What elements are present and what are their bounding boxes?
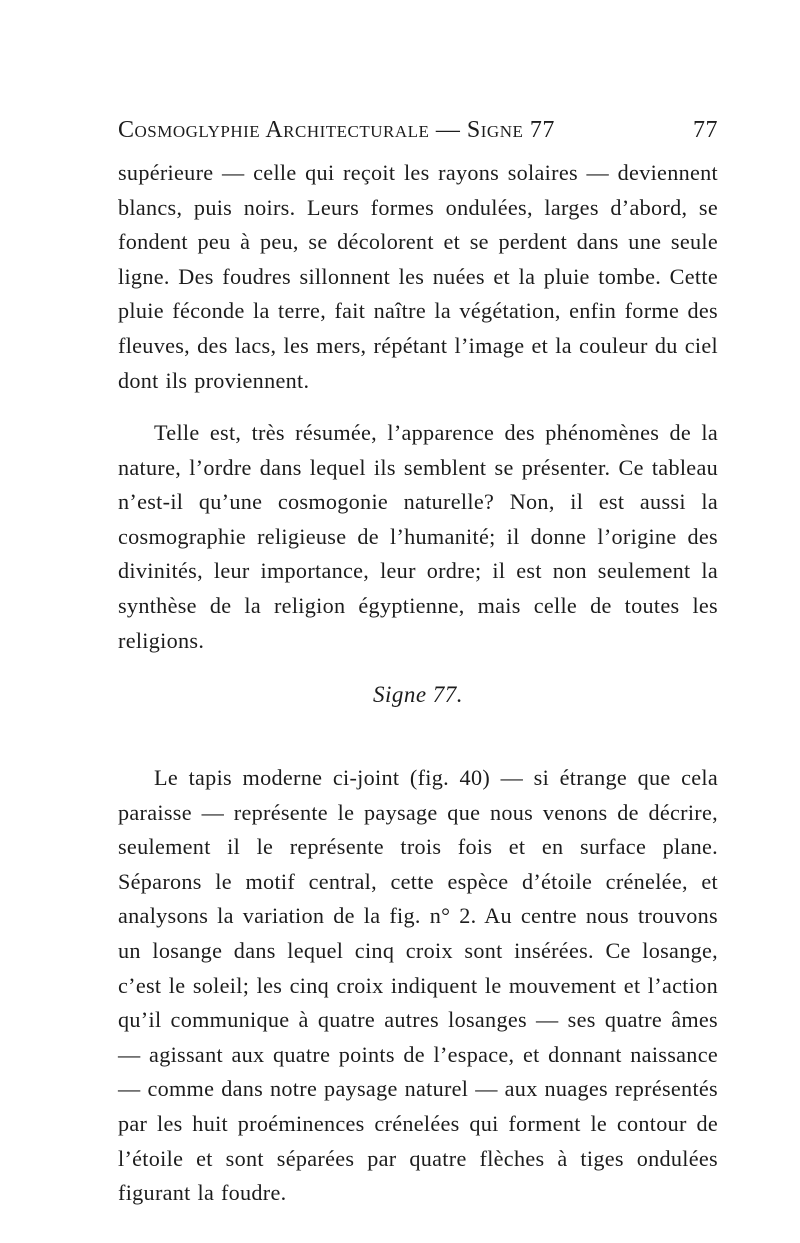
paragraph-1: supérieure — celle qui reçoit les rayons solaires — deviennent blancs, puis noirs. Leurs formes ondulées, larges d’abord, se fondent peu à peu, se décolorent et se perdent dans une seule ligne. Des foudres sillonnent les nuées et la pluie tombe. Cette pluie féconde la terre, fait naître la végétation, enfin forme des fleuves, des lacs, les mers, répétant l’image et la couleur du ciel dont ils proviennent. <box>118 160 718 393</box>
paragraph-carpet <box>118 761 718 1211</box>
running-title: Cosmoglyphie Architecturale — Signe 77 <box>118 117 555 143</box>
running-head <box>118 117 718 147</box>
paragraph-phenomena <box>118 416 718 658</box>
paragraph-2: Telle est, très résumée, l’apparence des phénomènes de la nature, l’ordre dans lequel ils semblent se présenter. Ce tableau n’est-il qu’une cosmogonie naturelle? Non, il est aussi la cosmographie religieuse de l’humanité; il donne l’origine des divinités, leur importance, leur ordre; il est non seulement la synthèse de la religion égyptienne, mais celle de toutes les religions. <box>118 420 718 653</box>
page-number: 77 <box>693 117 718 143</box>
section-heading: Signe 77. <box>372 682 464 707</box>
paragraph-3: Le tapis moderne ci-joint (fig. 40) — si étrange que cela paraisse — représente le paysage que nous venons de décrire, seulement il le représente trois fois et en surface plane. Séparons le motif central, cette espèce d’étoile crénelée, et analysons la variation de la fig. n° 2. Au centre nous trouvons un losange dans lequel cinq croix sont insérées. Ce losange, c’est le soleil; les cinq croix indiquent le mouvement et l’action qu’il communique à quatre autres losanges — ses quatre âmes — agissant aux quatre points de l’espace, et donnant naissance — comme dans notre paysage naturel — aux nuages représentés par les huit proéminences crénelées qui forment le contour de l’étoile et sont séparées par quatre flèches à tiges ondulées figurant la foudre. <box>118 765 718 1206</box>
paragraph-continuation <box>118 156 718 398</box>
